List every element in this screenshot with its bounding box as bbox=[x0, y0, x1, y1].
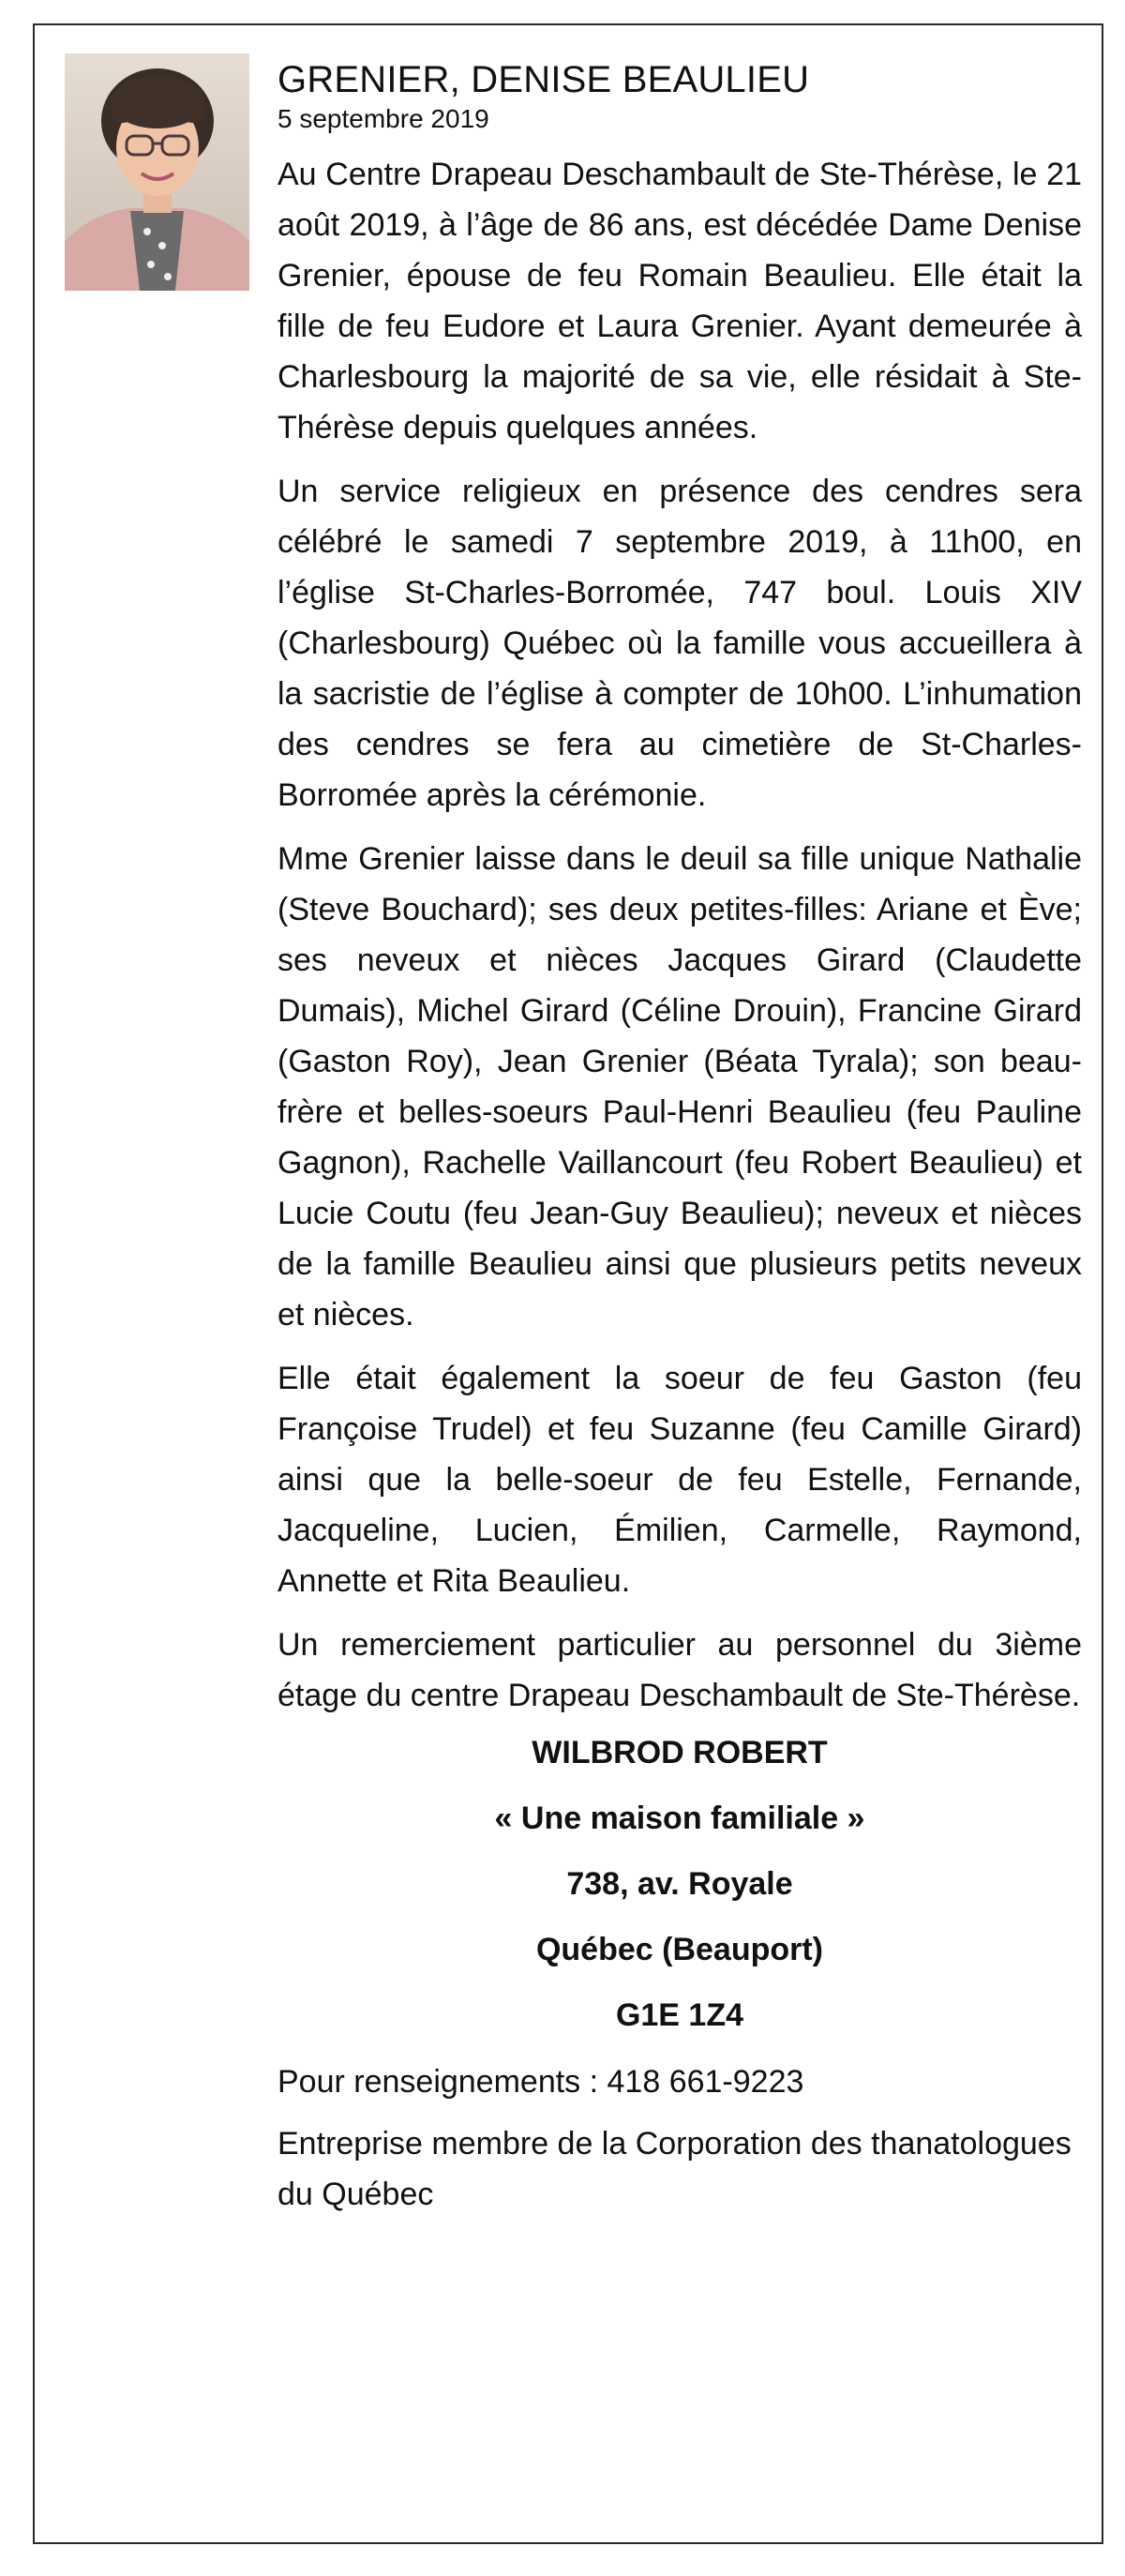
obituary-notice bbox=[33, 23, 1103, 2544]
membership-note: Entreprise membre de la Corporation des thanatologues du Québec bbox=[278, 2126, 1072, 2212]
notice-content bbox=[278, 57, 1082, 2220]
funeral-home-address: 738, av. Royale bbox=[566, 1866, 793, 1902]
portrait-photo bbox=[65, 53, 249, 291]
paragraph-thanks: Un remerciement particulier au personnel du 3ième étage du centre Drapeau Deschambault de Ste-Thérèse. bbox=[278, 1627, 1082, 1713]
publication-date: 5 septembre 2019 bbox=[278, 104, 489, 133]
paragraph-service: Un service religieux en présence des cendres sera célébré le samedi 7 septembre 2019, à 11h00, en l’église St-Charles-Borromée, 747 boul. Louis XIV (Charlesbourg) Québec où la famille vous accueillera à la sacristie de l’église à compter de 10h00. L’inhumation des cendres se fera au cimetière de St-Charles-Borromée après la cérémonie. bbox=[278, 474, 1082, 813]
paragraph-death: Au Centre Drapeau Deschambault de Ste-Thérèse, le 21 août 2019, à l’âge de 86 ans, est décédée Dame Denise Grenier, épouse de feu Romain Beaulieu. Elle était la fille de feu Eudore et Laura Grenier. Ayant demeurée à Charlesbourg la majorité de sa vie, elle résidait à Ste-Thérèse depuis quelques années. bbox=[278, 157, 1082, 445]
funeral-home-postal-code: G1E 1Z4 bbox=[615, 1997, 744, 2033]
paragraph-siblings: Elle était également la soeur de feu Gaston (feu Françoise Trudel) et feu Suzanne (feu Camille Girard) ainsi que la belle-soeur de feu Estelle, Fernande, Jacqueline, Lucien, Émilien, Carmelle, Raymond, Annette et Rita Beaulieu. bbox=[278, 1361, 1082, 1599]
deceased-name: GRENIER, DENISE BEAULIEU bbox=[278, 59, 810, 100]
funeral-home-block bbox=[278, 1734, 1082, 2034]
funeral-home-city: Québec (Beauport) bbox=[535, 1932, 824, 1967]
funeral-home-name: WILBROD ROBERT bbox=[532, 1735, 828, 1770]
contact-info: Pour renseignements : 418 661-9223 bbox=[278, 2064, 804, 2100]
paragraph-family: Mme Grenier laisse dans le deuil sa fille unique Nathalie (Steve Bouchard); ses deux petites-filles: Ariane et Ève; ses neveux et nièces Jacques Girard (Claudette Dumais), Michel Girard (Céline Drouin), Francine Girard (Gaston Roy), Jean Grenier (Béata Tyrala); son beau-frère et belles-soeurs Paul-Henri Beaulieu (feu Pauline Gagnon), Rachelle Vaillancourt (feu Robert Beaulieu) et Lucie Coutu (feu Jean-Guy Beaulieu); neveux et nièces de la famille Beaulieu ainsi que plusieurs petits neveux et nièces. bbox=[278, 841, 1082, 1333]
portrait-image bbox=[65, 53, 249, 291]
funeral-home-slogan: « Une maison familiale » bbox=[494, 1800, 865, 1836]
